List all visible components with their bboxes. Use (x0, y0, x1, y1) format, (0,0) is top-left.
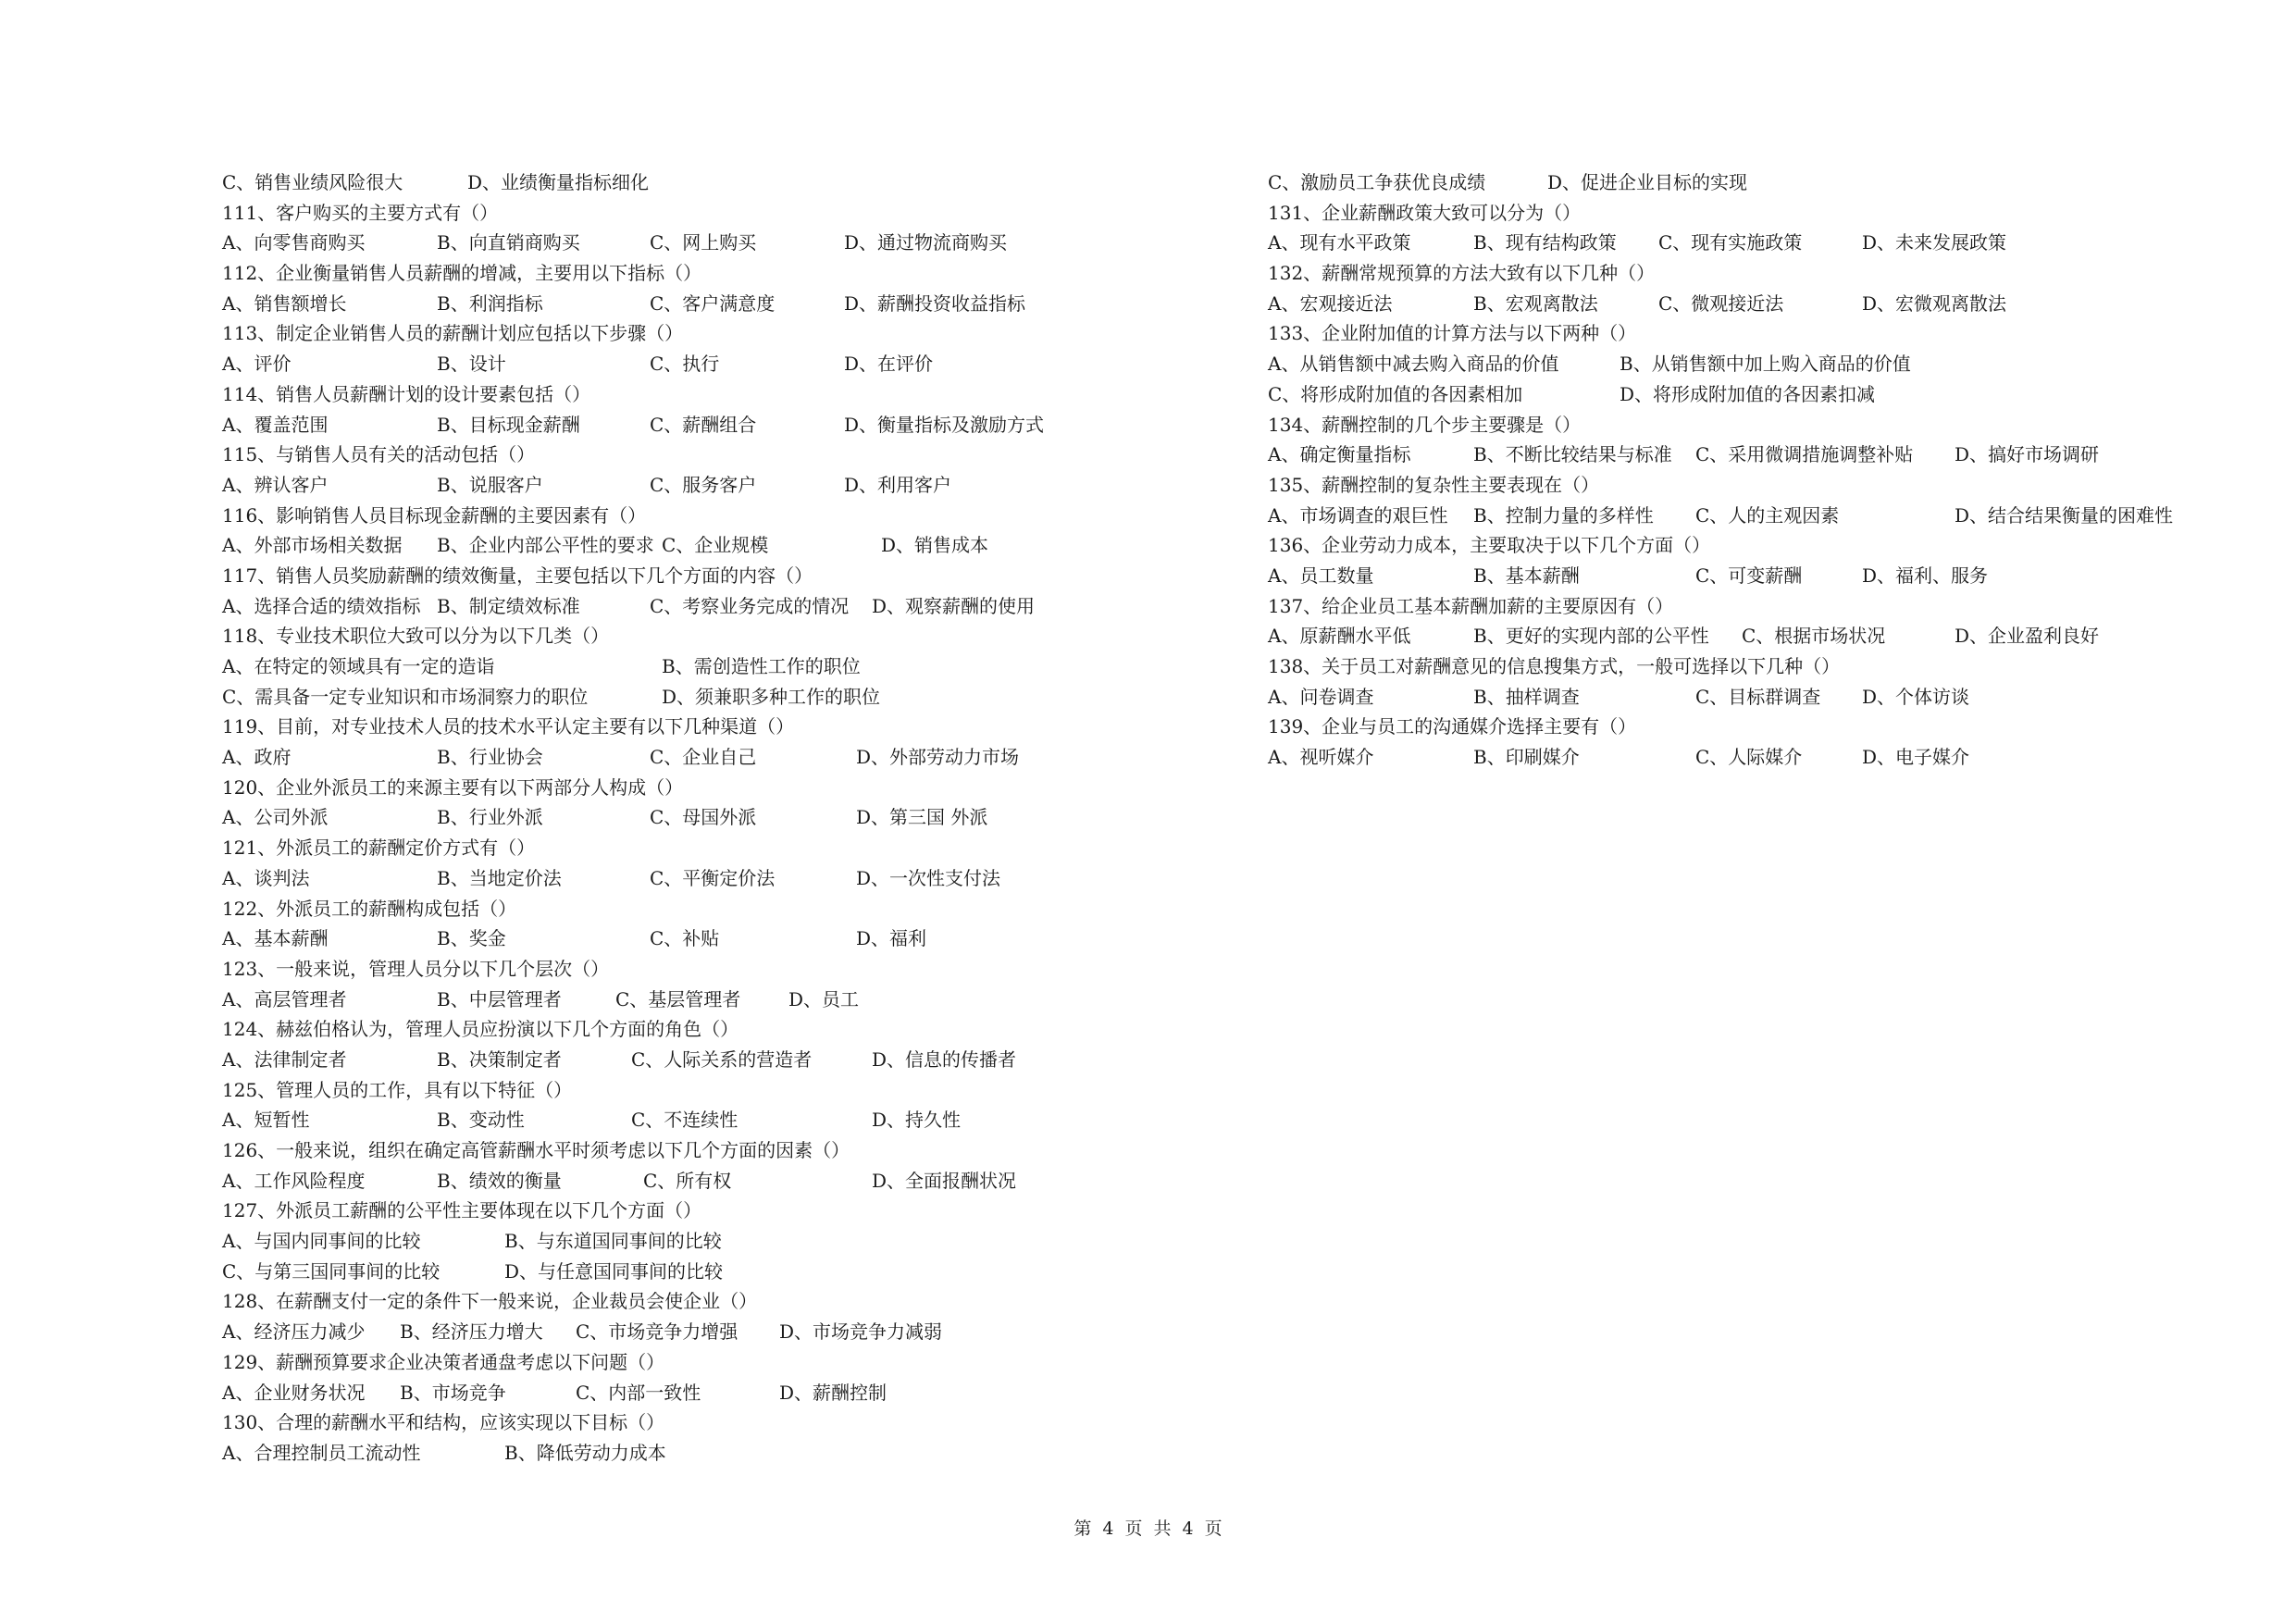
option-text: C、基层管理者 (615, 987, 741, 1010)
option-text: B、市场竞争 (400, 1381, 506, 1404)
option-text: D、未来发展政策 (1862, 231, 2007, 254)
option-text: A、公司外派 (222, 806, 329, 829)
option-text: C、将形成附加值的各因素相加 (1268, 382, 1523, 405)
option-text: C、人际关系的营造者 (631, 1048, 813, 1071)
question-text: 127、外派员工薪酬的公平性主要体现在以下几个方面（） (222, 1199, 702, 1222)
option-text: B、企业内部公平性的要求 (437, 534, 654, 557)
options-line (1268, 682, 2267, 713)
option-text: C、母国外派 (650, 806, 757, 829)
question-line (1268, 712, 2267, 742)
question-text: 116、影响销售人员目标现金薪酬的主要因素有（） (222, 503, 647, 527)
option-text: A、视听媒介 (1268, 746, 1374, 769)
question-line (222, 501, 1222, 531)
question-text: 118、专业技术职位大致可以分为以下几类（） (222, 625, 610, 648)
option-text: B、向直销商购买 (437, 231, 580, 254)
option-text: B、印刷媒介 (1473, 746, 1580, 769)
option-text: B、设计 (437, 353, 506, 376)
option-text: D、薪酬控制 (779, 1381, 887, 1404)
option-text: C、目标群调查 (1695, 685, 1821, 708)
option-text: A、销售额增长 (222, 291, 347, 315)
question-line (222, 1347, 1222, 1378)
options-line (1268, 621, 2267, 651)
question-line (222, 712, 1222, 742)
option-text: D、员工 (788, 987, 860, 1010)
option-text: B、抽样调查 (1473, 685, 1580, 708)
question-line (222, 1196, 1222, 1226)
question-text: 123、一般来说，管理人员分以下几个层次（） (222, 957, 610, 980)
option-text: C、服务客户 (650, 473, 757, 496)
option-text: D、外部劳动力市场 (856, 746, 1020, 769)
option-text: D、促进企业目标的实现 (1547, 171, 1748, 193)
option-text: B、行业协会 (437, 746, 543, 769)
question-text: 132、薪酬常规预算的方法大致有以下几种（） (1268, 262, 1656, 285)
options-line (1268, 561, 2267, 591)
option-text: A、问卷调查 (1268, 685, 1374, 708)
question-line (222, 440, 1222, 470)
option-text: D、个体访谈 (1862, 685, 1970, 708)
option-text: A、市场调查的艰巨性 (1268, 503, 1448, 527)
option-text: D、在评价 (844, 353, 934, 376)
question-line (1268, 318, 2267, 349)
options-line (222, 1105, 1222, 1135)
option-text: C、微观接近法 (1658, 291, 1784, 315)
options-line (1268, 742, 2267, 773)
option-text: C、可变薪酬 (1695, 564, 1803, 587)
option-text: D、企业盈利良好 (1955, 625, 2100, 648)
option-text: D、电子媒介 (1862, 746, 1970, 769)
options-line (222, 410, 1222, 440)
option-text: D、第三国 外派 (856, 806, 988, 829)
option-text: D、衡量指标及激励方式 (844, 413, 1045, 436)
options-line (222, 1166, 1222, 1196)
option-text: A、政府 (222, 746, 292, 769)
option-text: B、宏观离散法 (1473, 291, 1598, 315)
option-text: D、将形成附加值的各因素扣减 (1620, 382, 1876, 405)
option-text: C、网上购买 (650, 231, 757, 254)
option-text: B、降低劳动力成本 (504, 1441, 666, 1464)
option-text: A、原薪酬水平低 (1268, 625, 1411, 648)
option-text: B、制定绩效标准 (437, 594, 580, 617)
option-text: A、高层管理者 (222, 987, 347, 1010)
question-text: 136、企业劳动力成本，主要取决于以下几个方面（） (1268, 534, 1711, 557)
option-text: A、外部市场相关数据 (222, 534, 403, 557)
question-text: 130、合理的薪酬水平和结构，应该实现以下目标（） (222, 1411, 665, 1434)
option-text: C、采用微调措施调整补贴 (1695, 443, 1914, 466)
question-line (222, 954, 1222, 985)
question-text: 119、目前，对专业技术人员的技术水平认定主要有以下几种渠道（） (222, 715, 795, 738)
options-line (222, 985, 1222, 1015)
option-text: C、人际媒介 (1695, 746, 1803, 769)
option-text: C、根据市场状况 (1742, 625, 1886, 648)
option-text: C、所有权 (643, 1169, 732, 1192)
question-line (222, 621, 1222, 651)
option-text: D、通过物流商购买 (844, 231, 1008, 254)
question-text: 139、企业与员工的沟通媒介选择主要有（） (1268, 715, 1637, 738)
option-text: D、利用客户 (844, 473, 952, 496)
options-line (222, 742, 1222, 773)
left-column (222, 167, 1222, 1469)
question-text: 122、外派员工的薪酬构成包括（） (222, 897, 517, 920)
options-line (222, 682, 1222, 713)
question-text: 120、企业外派员工的来源主要有以下两部分人构成（） (222, 775, 684, 799)
option-text: C、客户满意度 (650, 291, 776, 315)
options-line (1268, 349, 2267, 379)
option-text: A、员工数量 (1268, 564, 1374, 587)
option-text: C、销售业绩风险很大 (222, 171, 403, 193)
option-text: D、信息的传播者 (872, 1048, 1017, 1071)
question-line (1268, 410, 2267, 440)
option-text: B、从销售额中加上购入商品的价值 (1620, 353, 1911, 376)
question-line (222, 379, 1222, 410)
question-text: 135、薪酬控制的复杂性主要表现在（） (1268, 473, 1600, 496)
option-text: C、现有实施政策 (1658, 231, 1803, 254)
question-line (1268, 470, 2267, 501)
option-text: B、需创造性工作的职位 (662, 655, 861, 677)
option-text: B、目标现金薪酬 (437, 413, 580, 436)
option-text: B、奖金 (437, 927, 506, 950)
option-text: A、确定衡量指标 (1268, 443, 1411, 466)
question-line (1268, 651, 2267, 682)
question-text: 133、企业附加值的计算方法与以下两种（） (1268, 322, 1637, 345)
option-text: B、中层管理者 (437, 987, 562, 1010)
option-text: A、覆盖范围 (222, 413, 329, 436)
question-text: 137、给企业员工基本薪酬加薪的主要原因有（） (1268, 594, 1674, 617)
option-text: C、内部一致性 (576, 1381, 701, 1404)
options-line (222, 802, 1222, 833)
option-text: C、不连续性 (631, 1109, 738, 1132)
option-text: B、不断比较结果与标准 (1473, 443, 1672, 466)
question-line (1268, 198, 2267, 229)
question-text: 111、客户购买的主要方式有（） (222, 201, 499, 224)
options-line (222, 470, 1222, 501)
option-text: A、经济压力减少 (222, 1320, 366, 1344)
question-line (222, 773, 1222, 803)
option-text: A、在特定的领域具有一定的造诣 (222, 655, 495, 677)
question-line (222, 1014, 1222, 1045)
question-line (222, 833, 1222, 863)
option-text: D、福利 (856, 927, 927, 950)
option-text: D、与任意国同事间的比较 (504, 1259, 724, 1283)
option-text: A、现有水平政策 (1268, 231, 1411, 254)
option-text: D、市场竞争力减弱 (779, 1320, 943, 1344)
question-line (222, 1135, 1222, 1166)
option-text: C、平衡定价法 (650, 866, 776, 889)
question-text: 124、赫兹伯格认为，管理人员应扮演以下几个方面的角色（） (222, 1018, 739, 1041)
option-text: A、与国内同事间的比较 (222, 1230, 421, 1253)
option-text: D、搞好市场调研 (1955, 443, 2100, 466)
option-text: C、与第三国同事间的比较 (222, 1259, 441, 1283)
options-line (222, 863, 1222, 894)
option-text: C、企业规模 (662, 534, 769, 557)
option-text: B、与东道国同事间的比较 (504, 1230, 722, 1253)
option-text: D、福利、服务 (1862, 564, 1989, 587)
question-text: 112、企业衡量销售人员薪酬的增减，主要用以下指标（） (222, 262, 702, 285)
option-text: A、辨认客户 (222, 473, 329, 496)
question-text: 125、管理人员的工作，具有以下特征（） (222, 1078, 573, 1101)
options-line (222, 1438, 1222, 1469)
question-text: 126、一般来说，组织在确定高管薪酬水平时须考虑以下几个方面的因素（） (222, 1139, 850, 1161)
option-text: C、需具备一定专业知识和市场洞察力的职位 (222, 685, 589, 708)
option-text: D、须兼职多种工作的职位 (662, 685, 881, 708)
question-line (222, 1286, 1222, 1317)
option-text: D、一次性支付法 (856, 866, 1001, 889)
question-text: 115、与销售人员有关的活动包括（） (222, 443, 536, 466)
option-text: A、宏观接近法 (1268, 291, 1393, 315)
option-text: B、更好的实现内部的公平性 (1473, 625, 1709, 648)
option-text: A、向零售商购买 (222, 231, 366, 254)
options-line (222, 591, 1222, 622)
option-text: A、工作风险程度 (222, 1169, 366, 1192)
question-line (1268, 591, 2267, 622)
option-text: D、销售成本 (881, 534, 989, 557)
option-text: B、经济压力增大 (400, 1320, 543, 1344)
question-text: 128、在薪酬支付一定的条件下一般来说，企业裁员会使企业（） (222, 1290, 758, 1313)
options-line (1268, 289, 2267, 319)
option-text: D、全面报酬状况 (872, 1169, 1017, 1192)
option-text: C、考察业务完成的情况 (650, 594, 850, 617)
options-line (222, 1378, 1222, 1408)
option-text: C、执行 (650, 353, 720, 376)
option-text: A、谈判法 (222, 866, 310, 889)
options-line (222, 167, 1222, 198)
question-text: 131、企业薪酬政策大致可以分为（） (1268, 201, 1582, 224)
option-text: B、当地定价法 (437, 866, 562, 889)
question-line (222, 258, 1222, 289)
question-line (222, 1407, 1222, 1438)
question-line (222, 198, 1222, 229)
option-text: C、企业自己 (650, 746, 757, 769)
option-text: B、现有结构政策 (1473, 231, 1617, 254)
option-text: B、利润指标 (437, 291, 543, 315)
question-text: 129、薪酬预算要求企业决策者通盘考虑以下问题（） (222, 1350, 665, 1373)
option-text: B、控制力量的多样性 (1473, 503, 1654, 527)
question-line (222, 894, 1222, 924)
options-line (222, 1226, 1222, 1257)
question-text: 121、外派员工的薪酬定价方式有（） (222, 837, 536, 860)
option-text: D、业绩衡量指标细化 (467, 171, 650, 193)
option-text: D、结合结果衡量的困难性 (1955, 503, 2174, 527)
options-line (222, 289, 1222, 319)
options-line (1268, 379, 2267, 410)
option-text: A、法律制定者 (222, 1048, 347, 1071)
options-line (222, 349, 1222, 379)
question-line (1268, 530, 2267, 561)
option-text: D、观察薪酬的使用 (872, 594, 1036, 617)
option-text: D、薪酬投资收益指标 (844, 291, 1026, 315)
question-line (222, 1075, 1222, 1106)
options-line (222, 1317, 1222, 1347)
options-line (222, 1045, 1222, 1075)
options-line (1268, 167, 2267, 198)
option-text: C、市场竞争力增强 (576, 1320, 738, 1344)
page-footer: 第 4 页 共 4 页 (1074, 1519, 1222, 1539)
option-text: B、说服客户 (437, 473, 543, 496)
option-text: C、人的主观因素 (1695, 503, 1840, 527)
option-text: A、基本薪酬 (222, 927, 329, 950)
option-text: A、短暂性 (222, 1109, 310, 1132)
option-text: C、激励员工争获优良成绩 (1268, 171, 1486, 193)
option-text: B、绩效的衡量 (437, 1169, 562, 1192)
question-text: 114、销售人员薪酬计划的设计要素包括（） (222, 382, 591, 405)
options-line (222, 228, 1222, 258)
options-line (222, 651, 1222, 682)
question-text: 138、关于员工对薪酬意见的信息搜集方式，一般可选择以下几种（） (1268, 655, 1841, 677)
options-line (222, 530, 1222, 561)
option-text: B、基本薪酬 (1473, 564, 1580, 587)
option-text: D、持久性 (872, 1109, 962, 1132)
options-line (1268, 501, 2267, 531)
option-text: A、从销售额中减去购入商品的价值 (1268, 353, 1559, 376)
options-line (1268, 228, 2267, 258)
option-text: A、企业财务状况 (222, 1381, 366, 1404)
question-line (1268, 258, 2267, 289)
options-line (1268, 440, 2267, 470)
question-text: 113、制定企业销售人员的薪酬计划应包括以下步骤（） (222, 322, 684, 345)
question-line (222, 318, 1222, 349)
options-line (222, 924, 1222, 954)
option-text: B、行业外派 (437, 806, 543, 829)
question-text: 134、薪酬控制的几个步主要骤是（） (1268, 413, 1582, 436)
option-text: D、宏微观离散法 (1862, 291, 2007, 315)
right-column (1268, 167, 2267, 773)
option-text: A、评价 (222, 353, 292, 376)
option-text: A、选择合适的绩效指标 (222, 594, 421, 617)
option-text: A、合理控制员工流动性 (222, 1441, 421, 1464)
question-text: 117、销售人员奖励薪酬的绩效衡量，主要包括以下几个方面的内容（） (222, 564, 813, 587)
option-text: C、补贴 (650, 927, 720, 950)
option-text: B、变动性 (437, 1109, 525, 1132)
option-text: B、决策制定者 (437, 1048, 562, 1071)
option-text: C、薪酬组合 (650, 413, 757, 436)
options-line (222, 1257, 1222, 1287)
question-line (222, 561, 1222, 591)
